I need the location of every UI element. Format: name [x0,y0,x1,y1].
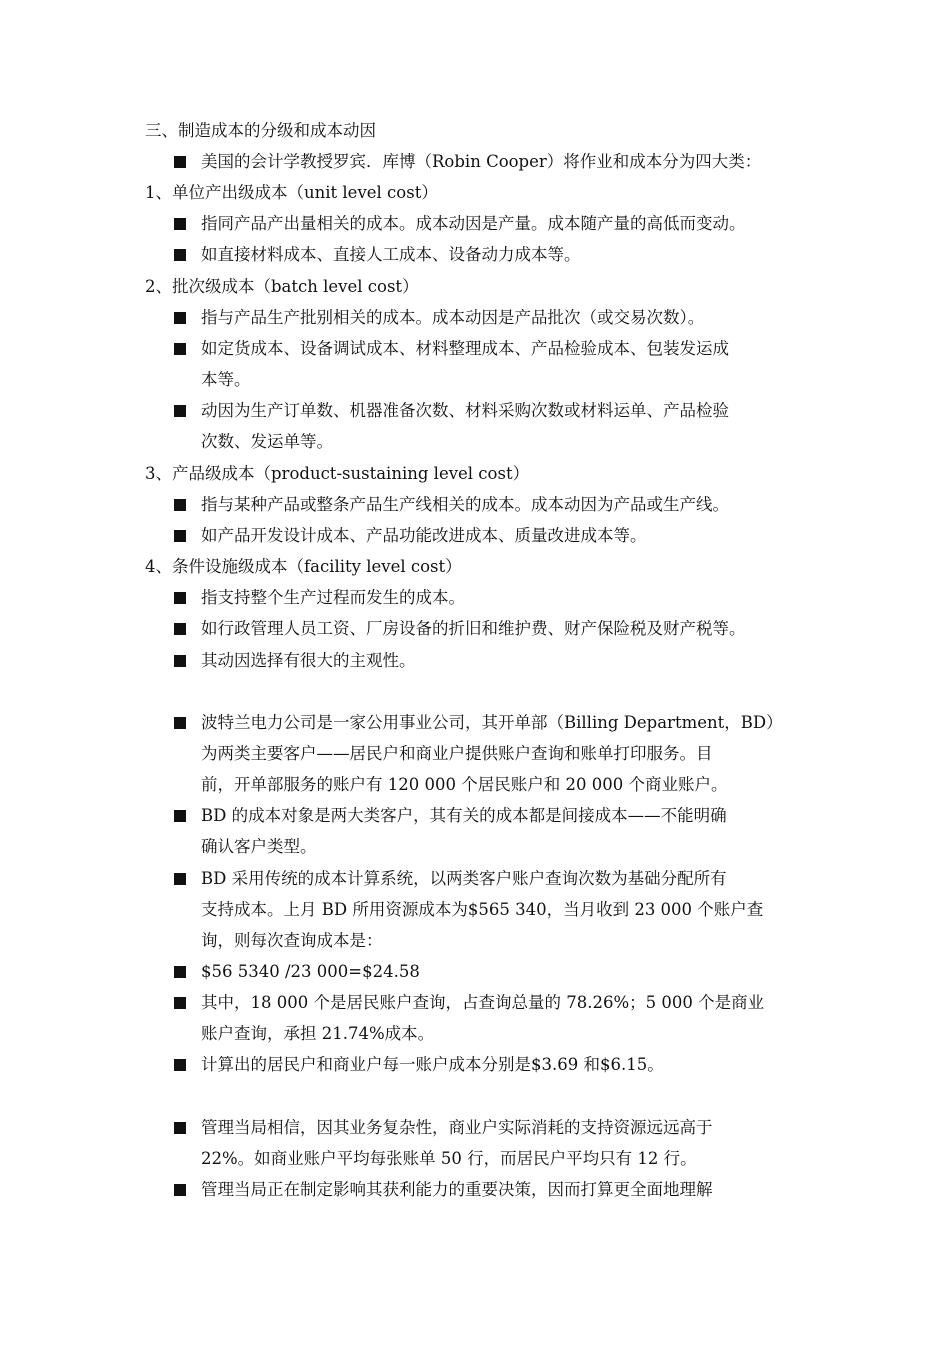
list-item-continuation: 前，开单部服务的账户有 120 000 个居民账户和 20 000 个商业账户。 [201,775,728,794]
bullet-marker [174,873,186,885]
bullet-marker [174,156,186,168]
subheading-unit-level: 1、单位产出级成本（unit level cost） [145,183,438,202]
list-item: 管理当局正在制定影响其获利能力的重要决策，因而打算更全面地理解 [201,1180,713,1199]
bullet-marker [174,655,186,667]
list-item: 波特兰电力公司是一家公用事业公司，其开单部（Billing Department，BD） [201,713,783,732]
list-item: 指与某种产品或整条产品生产线相关的成本。成本动因为产品或生产线。 [201,495,729,514]
list-item-continuation: 22%。如商业账户平均每张账单 50 行，而居民户平均只有 12 行。 [201,1149,697,1168]
list-item-continuation: 为两类主要客户——居民户和商业户提供账户查询和账单打印服务。目 [201,744,713,763]
list-item-continuation: 本等。 [201,370,251,389]
formula-line: $56 5340 /23 000=$24.58 [201,962,420,981]
bullet-marker [174,499,186,511]
list-item: 其中，18 000 个是居民账户查询，占查询总量的 78.26%；5 000 个是商业 [201,993,765,1012]
bullet-marker [174,312,186,324]
list-item: 如产品开发设计成本、产品功能改进成本、质量改进成本等。 [201,526,647,545]
bullet-marker [174,405,186,417]
bullet-marker [174,717,186,729]
list-item: 指同产品产出量相关的成本。成本动因是产量。成本随产量的高低而变动。 [201,214,746,233]
list-item: BD 采用传统的成本计算系统，以两类客户账户查询次数为基础分配所有 [201,869,727,888]
list-item: BD 的成本对象是两大类客户，其有关的成本都是间接成本——不能明确 [201,806,727,825]
list-item: 美国的会计学教授罗宾．库博（Robin Cooper）将作业和成本分为四大类： [201,152,762,171]
list-item: 指支持整个生产过程而发生的成本。 [201,588,465,607]
list-item: 管理当局相信，因其业务复杂性，商业户实际消耗的支持资源远远高于 [201,1118,713,1137]
list-item-continuation: 询，则每次查询成本是： [201,931,383,950]
list-item-continuation: 支持成本。上月 BD 所用资源成本为$565 340，当月收到 23 000 个账户查 [201,900,764,919]
bullet-marker [174,592,186,604]
section-title: 三、制造成本的分级和成本动因 [145,121,376,140]
list-item: 如行政管理人员工资、厂房设备的折旧和维护费、财产保险税及财产税等。 [201,619,746,638]
bullet-marker [174,249,186,261]
list-item: 如定货成本、设备调试成本、材料整理成本、产品检验成本、包装发运成 [201,339,729,358]
list-item-continuation: 确认客户类型。 [201,837,317,856]
bullet-marker [174,343,186,355]
bullet-marker [174,1059,186,1071]
bullet-marker [174,1122,186,1134]
bullet-marker [174,218,186,230]
list-item-continuation: 次数、发运单等。 [201,432,333,451]
bullet-marker [174,810,186,822]
subheading-batch-level: 2、批次级成本（batch level cost） [145,277,419,296]
list-item: 其动因选择有很大的主观性。 [201,651,416,670]
list-item: 如直接材料成本、直接人工成本、设备动力成本等。 [201,245,581,264]
bullet-marker [174,966,186,978]
bullet-marker [174,1184,186,1196]
bullet-marker [174,623,186,635]
list-item: 动因为生产订单数、机器准备次数、材料采购次数或材料运单、产品检验 [201,401,729,420]
bullet-marker [174,530,186,542]
list-item: 计算出的居民户和商业户每一账户成本分别是$3.69 和$6.15。 [201,1055,664,1074]
subheading-facility-level: 4、条件设施级成本（facility level cost） [145,557,462,576]
list-item: 指与产品生产批别相关的成本。成本动因是产品批次（或交易次数）。 [201,308,705,327]
list-item-continuation: 账户查询，承担 21.74%成本。 [201,1024,435,1043]
bullet-marker [174,997,186,1009]
subheading-product-level: 3、产品级成本（product-sustaining level cost） [145,464,530,483]
